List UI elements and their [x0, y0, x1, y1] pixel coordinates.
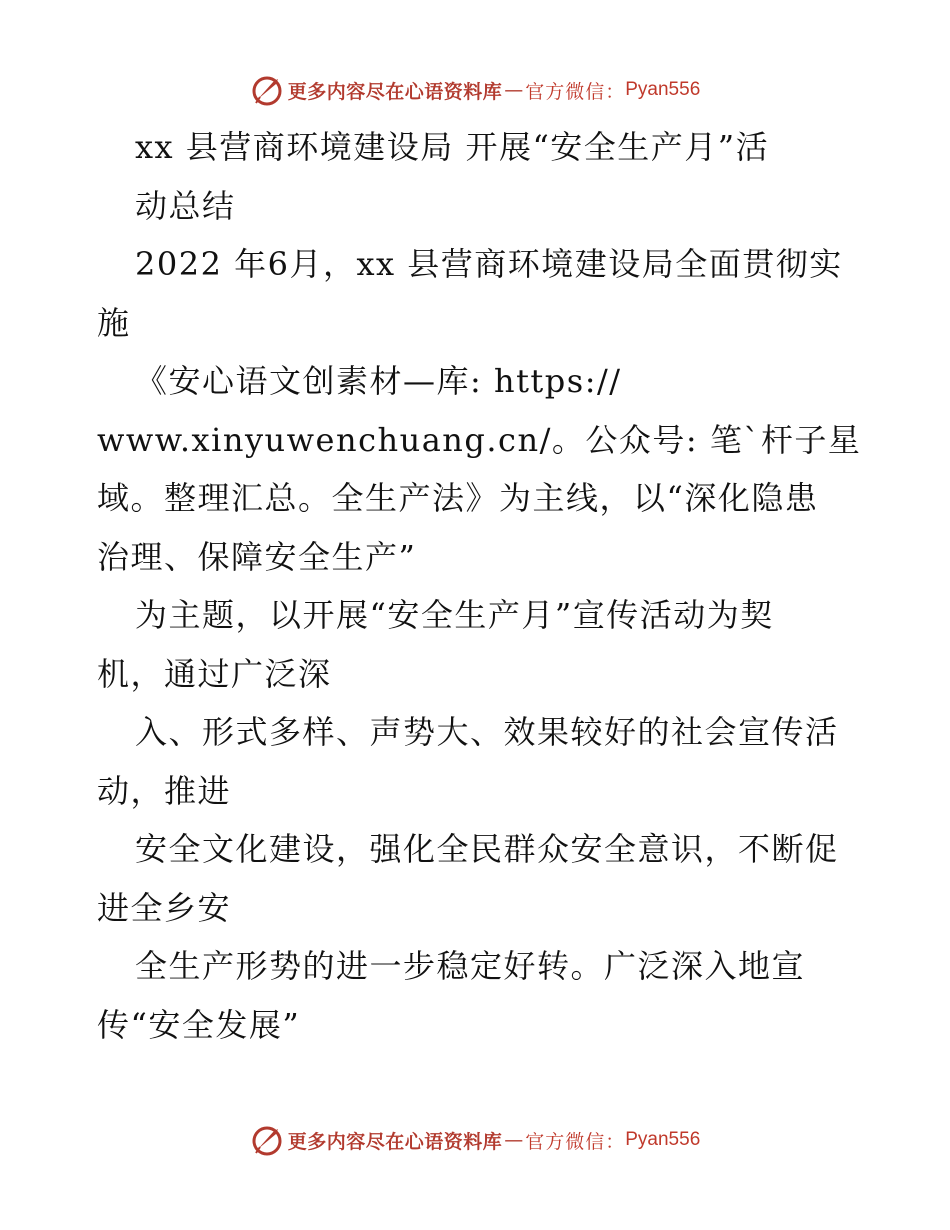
paragraph-line: 传“安全发展” [97, 1005, 301, 1044]
footer-official-label: 官方微信： [525, 1130, 626, 1153]
paragraph-line: 全生产形势的进一步稳定好转。广泛深入地宣 [135, 947, 806, 985]
paragraph-line: 治理、保障安全生产” [97, 537, 417, 576]
paragraph-line: 进全乡安 [97, 888, 232, 927]
footer-wechat-id: Pyan556 [625, 1129, 701, 1150]
footer-brand-text: 更多内容尽在心语资料库 [287, 1130, 503, 1153]
quill-pen-logo-icon [250, 1123, 284, 1157]
paragraph-line: 入、形式多样、声势大、效果较好的社会宣传活 [135, 713, 839, 751]
paragraph-line: 域。整理汇总。全生产法》为主线，以“深化隐患 [97, 479, 819, 517]
paragraph-line: www.xinyuwenchuang.cn/。公众号: 笔`杆子星 [97, 420, 862, 459]
footer-banner [0, 1118, 950, 1162]
paragraph-line: 安全文化建设，强化全民群众安全意识，不断促 [135, 830, 839, 868]
header-banner [0, 68, 950, 112]
quill-pen-logo-icon [250, 73, 284, 107]
paragraph-line: 机，通过广泛深 [97, 654, 332, 693]
paragraph-line: 《安心语文创素材—库: https:// [135, 362, 622, 400]
paragraph-line: 为主题，以开展“安全生产月”宣传活动为契 [135, 596, 774, 634]
title-line-1: xx 县营商环境建设局 开展“安全生产月”活 [135, 128, 770, 166]
footer-separator: — [504, 1129, 524, 1151]
header-wechat-id: Pyan556 [625, 79, 701, 100]
document-body [97, 118, 862, 1054]
header-official-label: 官方微信： [525, 80, 626, 103]
header-separator: — [504, 79, 524, 101]
paragraph-line: 动，推进 [97, 771, 232, 810]
header-brand-text: 更多内容尽在心语资料库 [287, 80, 503, 103]
title-line-2: 动总结 [135, 186, 236, 225]
paragraph-line: 施 [97, 303, 131, 342]
paragraph-line: 2022 年6月，xx 县营商环境建设局全面贯彻实 [135, 245, 843, 283]
